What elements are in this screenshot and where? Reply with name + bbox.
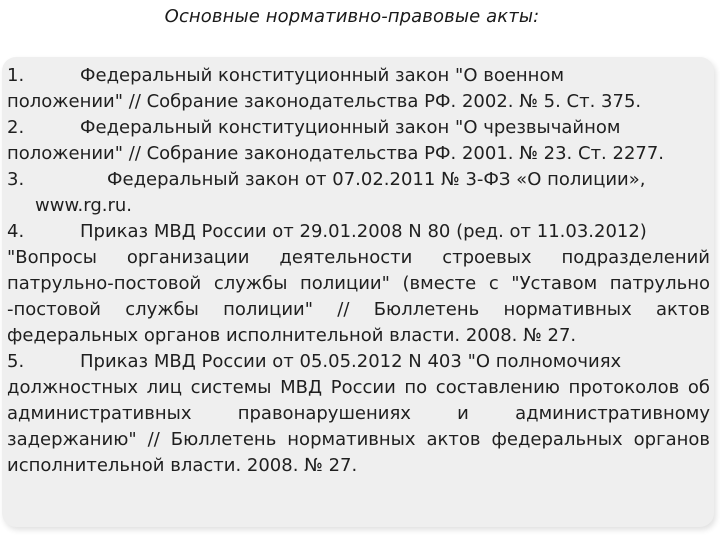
item-number: 1. [7,65,25,86]
item-first-line: Приказ МВД России от 05.05.2012 N 403 "О полномочиях [80,351,622,372]
list-item [7,63,710,115]
item-text: www.rg.ru. [35,195,132,216]
list-item [7,349,710,479]
title-container [0,6,720,27]
item-first-line: Федеральный конституционный закон "О военном [80,65,565,86]
item-text: положении" // Собрание законодательства РФ. 2002. № 5. Ст. 375. [7,91,642,112]
item-first-line: Федеральный конституционный закон "О чрезвычайном [80,117,621,138]
item-number: 2. [7,117,25,138]
list-item [7,115,710,167]
item-first-line: Приказ МВД России от 29.01.2008 N 80 (ред. от 11.03.2012) [80,221,647,242]
item-number: 5. [7,351,25,372]
item-first-line: Федеральный закон от 07.02.2011 № 3-ФЗ «О полиции», [107,169,646,190]
legal-acts-list [7,63,710,479]
list-item [7,167,710,219]
list-item [7,219,710,349]
item-text: положении" // Собрание законодательства РФ. 2001. № 23. Ст. 2277. [7,143,665,164]
slide-title: Основные нормативно-правовые акты: [164,6,540,27]
item-number: 3. [7,169,25,190]
item-text: "Вопросы организации деятельности строевых подразделений патрульно-постовой службы полиции" (вместе с "Уставом патрульно -постовой службы полиции" // Бюллетень нормативных актов федеральных органов исполнительной власти. 2008. № 27. [7,247,710,346]
item-text: должностных лиц системы МВД России по составлению протоколов об административных правонарушениях и административному задержанию" // Бюллетень нормативных актов федеральных органов исполнительной власти. 2008. № 27. [7,377,710,476]
item-number: 4. [7,221,25,242]
